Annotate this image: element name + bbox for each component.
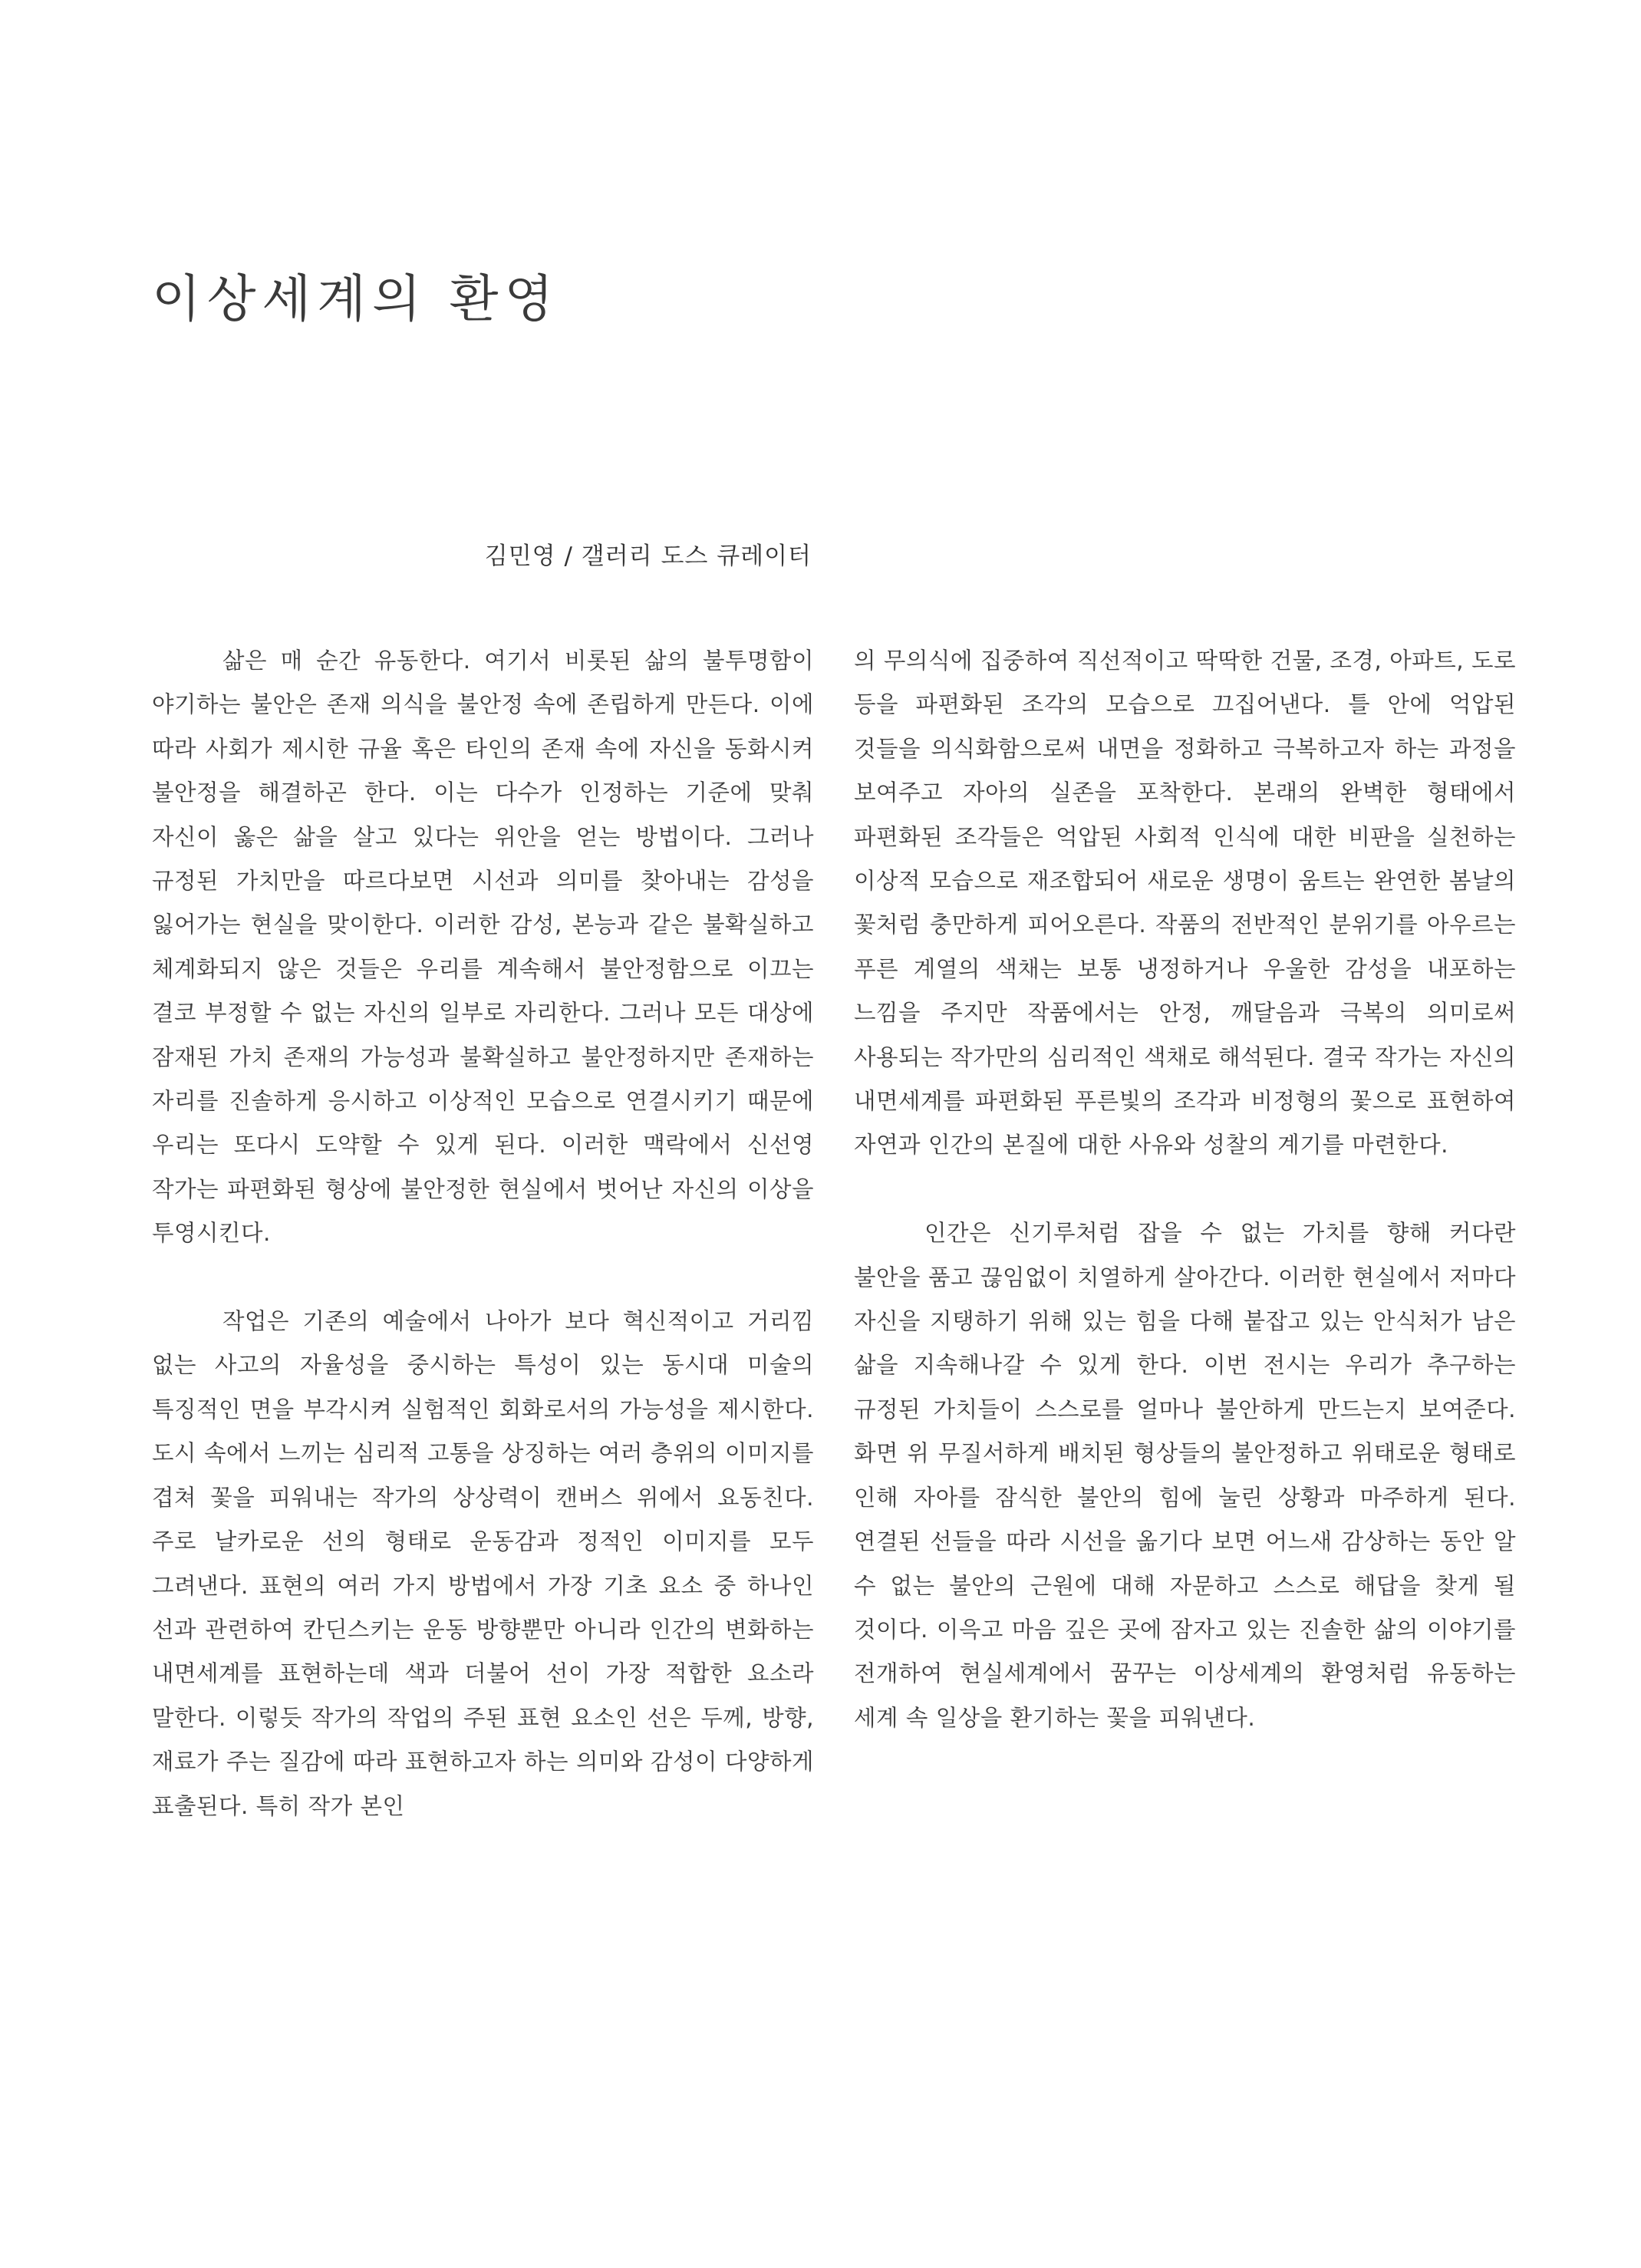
right-column (854, 639, 1516, 1740)
paragraph: 작업은 기존의 예술에서 나아가 보다 혁신적이고 거리낌 없는 사고의 자율성을 중시하는 특성이 있는 동시대 미술의 특징적인 면을 부각시켜 실험적인 회화로서의 가능성을 제시한다. 도시 속에서 느끼는 심리적 고통을 상징하는 여러 층위의 이미지를 겹쳐 꽃을 피워내는 작가의 상상력이 캔버스 위에서 요동친다. 주로 날카로운 선의 형태로 운동감과 정적인 이미지를 모두 그려낸다. 표현의 여러 가지 방법에서 가장 기초 요소 중 하나인 선과 관련하여 칸딘스키는 운동 방향뿐만 아니라 인간의 변화하는 내면세계를 표현하는데 색과 더불어 선이 가장 적합한 요소라 말한다. 이렇듯 작가의 작업의 주된 표현 요소인 선은 두께, 방향, 재료가 주는 질감에 따라 표현하고자 하는 의미와 감성이 다양하게 표출된다. 특히 작가 본인 (152, 1308, 814, 1819)
paragraph-continued: 의 무의식에 집중하여 직선적이고 딱딱한 건물, 조경, 아파트, 도로 등을 파편화된 조각의 모습으로 끄집어낸다. 틀 안에 억압된 것들을 의식화함으로써 내면을 정화하고 극복하고자 하는 과정을 보여주고 자아의 실존을 포착한다. 본래의 완벽한 형태에서 파편화된 조각들은 억압된 사회적 인식에 대한 비판을 실천하는 이상적 모습으로 재조합되어 새로운 생명이 움트는 완연한 봄날의 꽃처럼 충만하게 피어오른다. 작품의 전반적인 분위기를 아우르는 푸른 계열의 색채는 보통 냉정하거나 우울한 감성을 내포하는 느낌을 주지만 작품에서는 안정, 깨달음과 극복의 의미로써 사용되는 작가만의 심리적인 색채로 해석된다. 결국 작가는 자신의 내면세계를 파편화된 푸른빛의 조각과 비정형의 꽃으로 표현하여 자연과 인간의 본질에 대한 사유와 성찰의 계기를 마련한다. (854, 648, 1516, 1159)
paragraph: 인간은 신기루처럼 잡을 수 없는 가치를 향해 커다란 불안을 품고 끊임없이 치열하게 살아간다. 이러한 현실에서 저마다 자신을 지탱하기 위해 있는 힘을 다해 붙잡고 있는 안식처가 남은 삶을 지속해나갈 수 있게 한다. 이번 전시는 우리가 추구하는 규정된 가치들이 스스로를 얼마나 불안하게 만드는지 보여준다. 화면 위 무질서하게 배치된 형상들의 불안정하고 위태로운 형태로 인해 자아를 잠식한 불안의 힘에 눌린 상황과 마주하게 된다. 연결된 선들을 따라 시선을 옮기다 보면 어느새 감상하는 동안 알 수 없는 불안의 근원에 대해 자문하고 스스로 해답을 찾게 될 것이다. 이윽고 마음 깊은 곳에 잠자고 있는 진솔한 삶의 이야기를 전개하여 현실세계에서 꿈꾸는 이상세계의 환영처럼 유동하는 세계 속 일상을 환기하는 꽃을 피워낸다. (854, 1220, 1516, 1731)
paragraph: 삶은 매 순간 유동한다. 여기서 비롯된 삶의 불투명함이 야기하는 불안은 존재 의식을 불안정 속에 존립하게 만든다. 이에 따라 사회가 제시한 규율 혹은 타인의 존재 속에 자신을 동화시켜 불안정을 해결하곤 한다. 이는 다수가 인정하는 기준에 맞춰 자신이 옳은 삶을 살고 있다는 위안을 얻는 방법이다. 그러나 규정된 가치만을 따르다보면 시선과 의미를 찾아내는 감성을 잃어가는 현실을 맞이한다. 이러한 감성, 본능과 같은 불확실하고 체계화되지 않은 것들은 우리를 계속해서 불안정함으로 이끄는 결코 부정할 수 없는 자신의 일부로 자리한다. 그러나 모든 대상에 잠재된 가치 존재의 가능성과 불확실하고 불안정하지만 존재하는 자리를 진솔하게 응시하고 이상적인 모습으로 연결시키기 때문에 우리는 또다시 도약할 수 있게 된다. 이러한 맥락에서 신선영 작가는 파편화된 형상에 불안정한 현실에서 벗어난 자신의 이상을 투영시킨다. (152, 648, 814, 1247)
left-column (152, 639, 814, 1828)
page-title: 이상세계의 환영 (152, 269, 560, 328)
author-byline: 김민영 / 갤러리 도스 큐레이터 (484, 542, 812, 570)
